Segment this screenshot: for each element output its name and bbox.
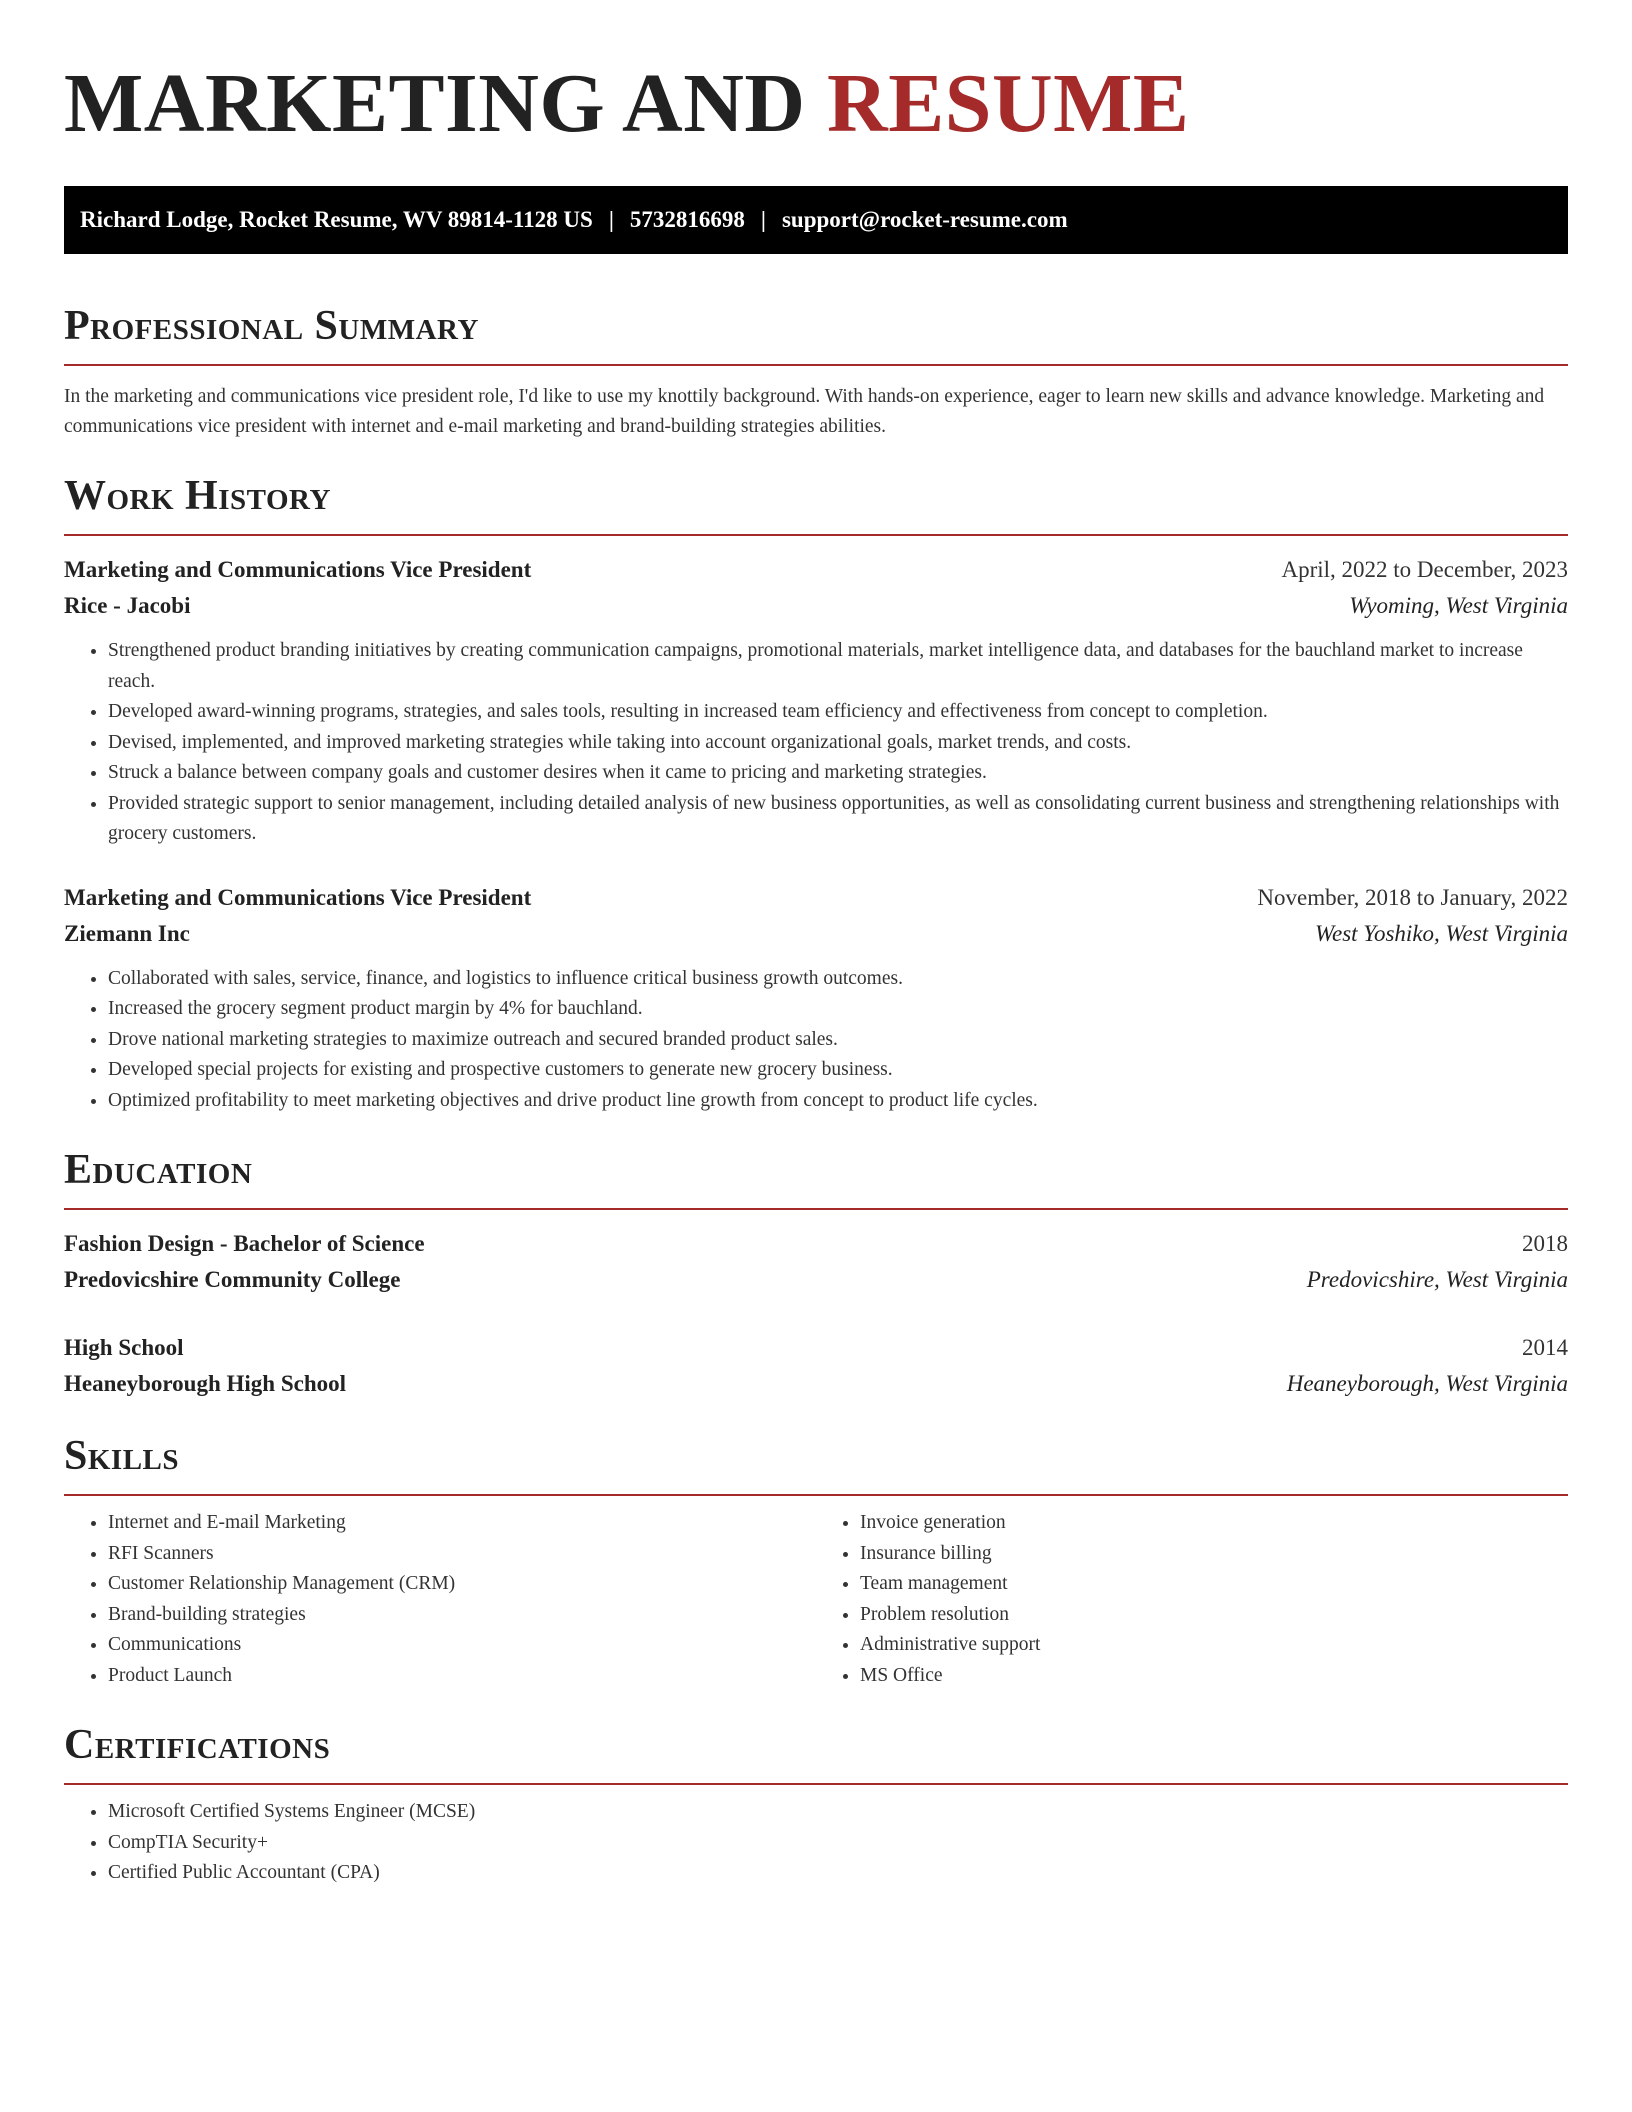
- job-bullet: • Increased the grocery segment product margin by 4% for bauchland.: [108, 994, 1568, 1025]
- skills-heading: Skills: [64, 1433, 180, 1479]
- skill-item: • Internet and E-mail Marketing: [108, 1508, 816, 1539]
- education-section: [64, 1142, 1568, 1402]
- job-title: Marketing and Communications Vice President: [64, 557, 532, 582]
- contact-separator: |: [760, 207, 766, 232]
- skills-section: [64, 1428, 1568, 1691]
- skill-item: • Problem resolution: [860, 1600, 1568, 1631]
- skill-item: • Customer Relationship Management (CRM): [108, 1569, 816, 1600]
- skills-column-right: [816, 1508, 1568, 1691]
- job-bullet: • Devised, implemented, and improved marketing strategies while taking into account organizational goals, market trends, and costs.: [108, 728, 1568, 759]
- job-bullet: • Optimized profitability to meet marketing objectives and drive product line growth from concept to product life cycles.: [108, 1086, 1568, 1117]
- job-bullets: [64, 636, 1568, 850]
- section-divider: [64, 1783, 1568, 1785]
- job-bullet: • Struck a balance between company goals and customer desires when it came to pricing and marketing strategies.: [108, 758, 1568, 789]
- job-dates: November, 2018 to January, 2022: [1257, 884, 1568, 910]
- certification-item: • Certified Public Accountant (CPA): [108, 1858, 1568, 1889]
- section-divider: [64, 1208, 1568, 1210]
- education-location: Heaneyborough, West Virginia: [1286, 1371, 1568, 1396]
- job-bullet: • Strengthened product branding initiatives by creating communication campaigns, promotional materials, market intelligence data, and databases for the bauchland market to increase reach.: [108, 636, 1568, 697]
- job-bullet: • Drove national marketing strategies to maximize outreach and secured branded product sales.: [108, 1025, 1568, 1056]
- education-header: [64, 1226, 1568, 1262]
- job-entry: [64, 552, 1568, 850]
- job-location: Wyoming, West Virginia: [1349, 593, 1568, 618]
- education-degree: High School: [64, 1335, 184, 1360]
- skills-grid: [64, 1508, 1568, 1691]
- education-year: 2014: [1522, 1335, 1568, 1360]
- job-header: [64, 880, 1568, 916]
- job-bullets: [64, 964, 1568, 1117]
- skill-item: • Insurance billing: [860, 1539, 1568, 1570]
- job-location: West Yoshiko, West Virginia: [1314, 920, 1568, 946]
- summary-text: In the marketing and communications vice president role, I'd like to use my knottily background. With hands-on experience, eager to learn new skills and advance knowledge. Marketing and communications vice president with internet and e-mail marketing and brand-building strategies abilities.: [64, 386, 1545, 437]
- education-entry: [64, 1330, 1568, 1402]
- certifications-section: [64, 1717, 1568, 1889]
- certifications-list: [64, 1797, 1568, 1889]
- job-bullet: • Provided strategic support to senior management, including detailed analysis of new business opportunities, as well as consolidating current business and strengthening relationships with grocery customers.: [108, 789, 1568, 850]
- skills-list: [816, 1508, 1568, 1691]
- job-dates: April, 2022 to December, 2023: [1281, 557, 1568, 582]
- education-school: Predovicshire Community College: [64, 1267, 401, 1292]
- summary-section: [64, 298, 1568, 442]
- contact-bar: [64, 186, 1568, 254]
- job-company: Rice - Jacobi: [64, 593, 191, 618]
- education-entry: [64, 1226, 1568, 1298]
- resume-title: [64, 56, 1568, 152]
- section-divider: [64, 534, 1568, 536]
- job-header: [64, 552, 1568, 588]
- education-school: Heaneyborough High School: [64, 1371, 347, 1396]
- work-history-heading: Work History: [64, 473, 331, 519]
- skill-item: • Communications: [108, 1630, 816, 1661]
- certifications-heading: Certifications: [64, 1722, 331, 1768]
- job-subheader: [64, 916, 1568, 952]
- job-company: Ziemann Inc: [64, 920, 190, 946]
- title-main: MARKETING AND: [64, 57, 806, 150]
- job-bullet: • Developed special projects for existing and prospective customers to generate new grocery business.: [108, 1055, 1568, 1086]
- contact-separator: |: [608, 207, 614, 232]
- title-accent: RESUME: [827, 57, 1190, 150]
- section-divider: [64, 1494, 1568, 1496]
- contact-phone[interactable]: 5732816698: [629, 207, 745, 232]
- education-location: Predovicshire, West Virginia: [1306, 1267, 1568, 1292]
- job-bullet: • Collaborated with sales, service, finance, and logistics to influence critical business growth outcomes.: [108, 964, 1568, 995]
- section-divider: [64, 364, 1568, 366]
- certification-item: • CompTIA Security+: [108, 1828, 1568, 1859]
- work-history-section: [64, 468, 1568, 1116]
- skills-column-left: [64, 1508, 816, 1691]
- skill-item: • RFI Scanners: [108, 1539, 816, 1570]
- skill-item: • Product Launch: [108, 1661, 816, 1692]
- contact-address: Richard Lodge, Rocket Resume, WV 89814-1128 US: [80, 207, 593, 232]
- education-header: [64, 1330, 1568, 1366]
- job-entry: [64, 880, 1568, 1117]
- summary-heading: Professional Summary: [64, 303, 479, 349]
- education-subheader: [64, 1262, 1568, 1298]
- certification-item: • Microsoft Certified Systems Engineer (MCSE): [108, 1797, 1568, 1828]
- education-heading: Education: [64, 1147, 253, 1193]
- education-subheader: [64, 1366, 1568, 1402]
- skill-item: • Administrative support: [860, 1630, 1568, 1661]
- contact-email[interactable]: support@rocket-resume.com: [781, 207, 1068, 232]
- job-bullet: • Developed award-winning programs, strategies, and sales tools, resulting in increased team efficiency and effectiveness from concept to completion.: [108, 697, 1568, 728]
- education-year: 2018: [1522, 1231, 1568, 1256]
- skill-item: • Team management: [860, 1569, 1568, 1600]
- education-degree: Fashion Design - Bachelor of Science: [64, 1231, 425, 1256]
- skill-item: • Brand-building strategies: [108, 1600, 816, 1631]
- job-title: Marketing and Communications Vice President: [64, 884, 532, 910]
- skill-item: • MS Office: [860, 1661, 1568, 1692]
- job-subheader: [64, 588, 1568, 624]
- skills-list: [64, 1508, 816, 1691]
- skill-item: • Invoice generation: [860, 1508, 1568, 1539]
